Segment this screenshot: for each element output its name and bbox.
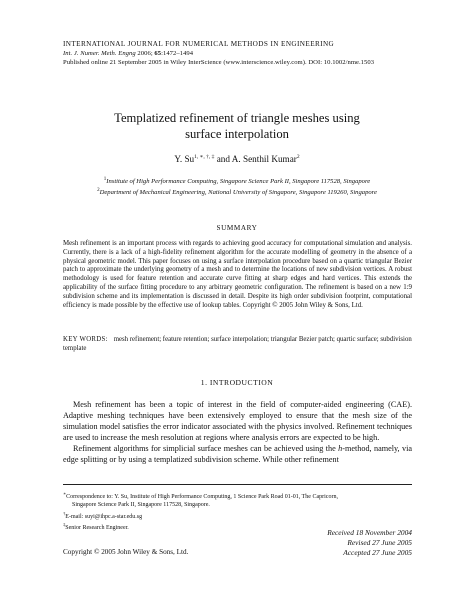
- footnotes: [63, 490, 412, 533]
- keywords-label: KEY WORDS:: [63, 336, 108, 343]
- section-heading-introduction: 1. INTRODUCTION: [200, 378, 274, 387]
- title-line-1: Templatized refinement of triangle meshes using: [114, 111, 360, 125]
- footnote-2-text: E-mail: suyi@ihpc.a-star.edu.sg: [65, 513, 143, 520]
- author-2: A. Senthil Kumar: [231, 154, 297, 165]
- keywords-text: mesh refinement; feature retention; surface interpolation; triangular Bezier patch; quartic surface; subdivision template: [63, 336, 412, 352]
- summary-text: Mesh refinement is an important process with regards to achieving good accuracy for computational simulation and analysis. Currently, there is a lack of a high-fidelity refinement algorithm for the accurate modelling of geometry in the absence of a physical geometric model. This paper focuses on using a surface interpolation procedure based on a quartic triangular Bezier patch to approximate the underlying geometry of a mesh and to determine the locations of new subdivision vertices. A robust methodology is used for feature retention and accurate curve fitting at sharp edges and hard vertices. This extends the applicability of the surface fitting procedure to any arbitrary geometric configuration. The refinement is based on a new 1:9 subdivision scheme and its implementation is discussed in detail. Despite its high order subdivision footprint, computational efficiency is made possible by the effective use of lookup tables. Copyright © 2005 John Wiley & Sons, Ltd.: [63, 240, 412, 309]
- journal-header: [63, 40, 423, 67]
- citation-year: 2006;: [135, 50, 155, 57]
- affiliation-2-mark: 2: [97, 188, 100, 194]
- author-2-marks: 2: [296, 154, 300, 160]
- keywords: [63, 336, 412, 354]
- footnote-3-text: Senior Research Engineer.: [65, 525, 129, 532]
- intro-paragraph-2-end: -method, namely, via edge splitting or by using a templatized subdivision scheme. While other refinement: [63, 444, 413, 464]
- citation-volume: 65: [154, 50, 162, 57]
- footnote-1-line-2: Singapore Science Park II, Singapore 117528, Singapore.: [72, 502, 210, 509]
- affiliation-1-text: Institute of High Performance Computing, Singapore Science Park II, Singapore 117528, Singapore: [106, 178, 371, 186]
- citation-journal-abbrev: Int. J. Numer. Meth. Engng: [63, 50, 136, 57]
- paper-title: [0, 110, 474, 142]
- intro-paragraph-2: [63, 443, 412, 465]
- footnote-3-mark: ‡: [63, 522, 66, 528]
- journal-name: INTERNATIONAL JOURNAL FOR NUMERICAL METHODS IN ENGINEERING: [63, 40, 335, 48]
- author-conjunction: and: [214, 154, 232, 165]
- publication-info: Published online 21 September 2005 in Wiley InterScience (www.interscience.wiley.com). DOI: 10.1002/nme.1503: [63, 59, 375, 66]
- accepted-date: Accepted 27 June 2005: [343, 548, 412, 557]
- affiliation-2-text: Department of Mechanical Engineering, National University of Singapore, Singapore 119260, Singapore: [99, 189, 377, 197]
- intro-paragraph-1: Mesh refinement has been a topic of interest in the field of computer-aided engineering (CAE). Adaptive meshing techniques have been extensively employed to ensure that the mesh size of the simulation model satisfies the error indicator associated with the physics involved. Refinement techniques are used to increase the mesh resolution at regions where analysis errors are expected to be high.: [63, 400, 412, 442]
- citation-line: [63, 49, 423, 58]
- manuscript-dates: [327, 528, 412, 558]
- author-list: [0, 154, 474, 164]
- footnote-2-mark: †: [63, 510, 66, 516]
- title-line-2: surface interpolation: [185, 127, 289, 141]
- footnote-divider: [63, 484, 412, 485]
- footnote-1-line-1: Correspondence to: Y. Su, Institute of High Performance Computing, 1 Science Park Road 01-01, The Capricorn,: [66, 494, 338, 500]
- affiliation-2: [0, 186, 474, 197]
- revised-date: Revised 27 June 2005: [347, 538, 412, 547]
- affiliation-1-mark: 1: [103, 177, 107, 182]
- author-1: Y. Su: [174, 154, 195, 165]
- footnote-correspondence: [63, 490, 412, 501]
- introduction-body: [63, 399, 412, 465]
- copyright-notice: Copyright © 2005 John Wiley & Sons, Ltd.: [63, 548, 189, 556]
- author-1-marks: 1, ∗, †, ‡: [194, 154, 215, 160]
- footnote-email: [63, 510, 412, 521]
- h-method-symbol: h: [338, 444, 343, 453]
- affiliation-1: [0, 175, 474, 186]
- summary-heading: SUMMARY: [216, 224, 258, 232]
- footnote-1-mark: ∗: [63, 491, 67, 496]
- received-date: Received 18 November 2004: [327, 528, 412, 537]
- citation-pages: :1472–1494: [161, 50, 194, 57]
- affiliations: [0, 175, 474, 197]
- intro-paragraph-2-start: Refinement algorithms for simplicial surface meshes can be achieved using the: [73, 444, 339, 453]
